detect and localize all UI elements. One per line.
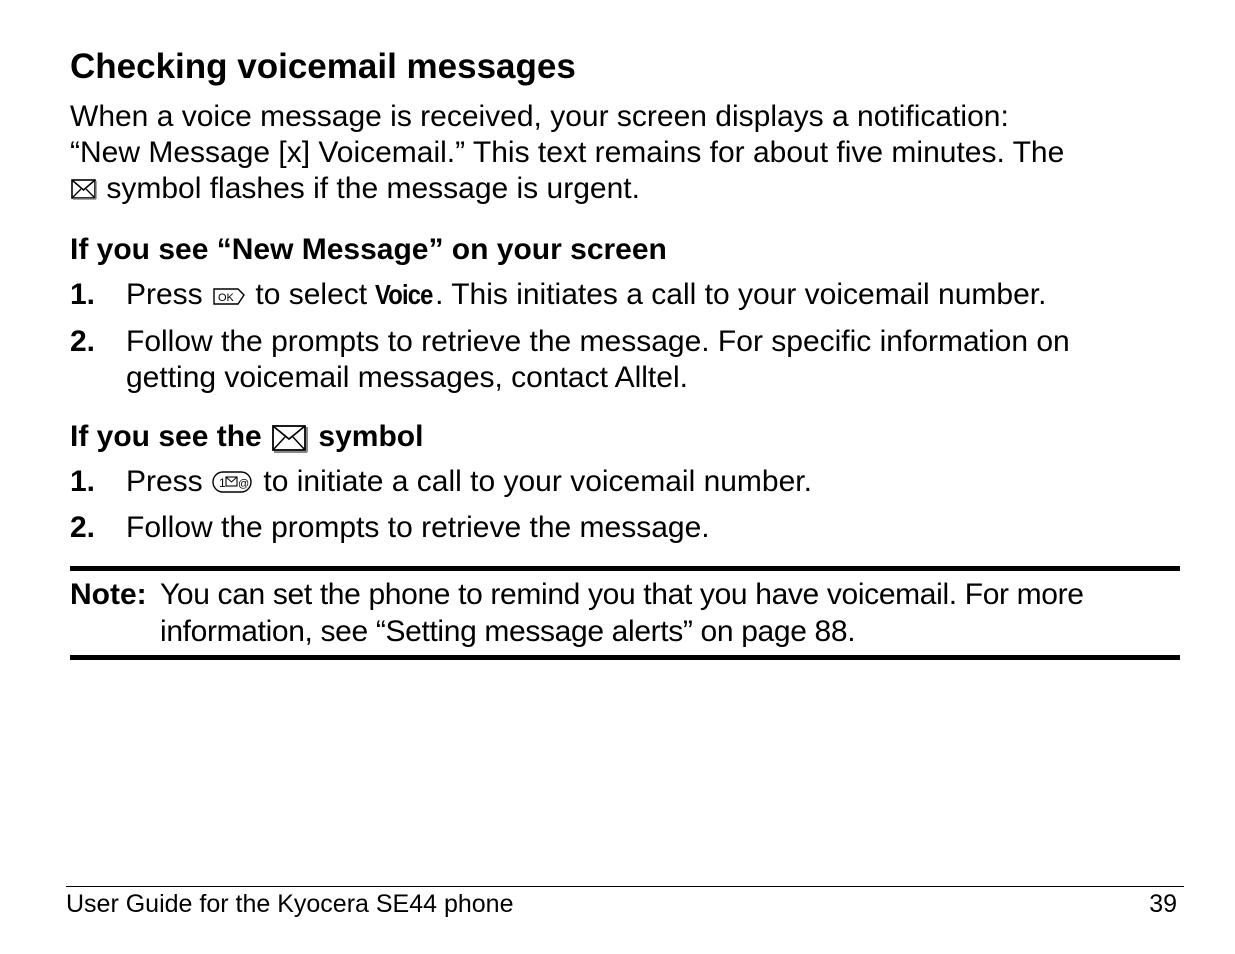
intro-line-3 <box>70 171 1180 210</box>
svg-text:OK: OK <box>218 292 234 304</box>
footer-title: User Guide for the Kyocera SE44 phone <box>66 890 514 918</box>
step-text-after: to initiate a call to your voicemail number. <box>255 465 812 498</box>
note-line-2: information, see “Setting message alerts” on page 88. <box>160 615 856 648</box>
step-text-before: Press <box>126 278 212 311</box>
note-bottom-rule <box>70 655 1180 660</box>
intro-line-3-text: symbol flashes if the message is urgent. <box>98 172 640 205</box>
note-top-rule <box>70 566 1180 571</box>
step-line-1: Follow the prompts to retrieve the message. For specific information on <box>126 325 1070 358</box>
symbol-step-2 <box>70 510 1180 546</box>
step-number: 1. <box>70 465 96 498</box>
step-text-after: . This initiates a call to your voicemail number. <box>435 278 1047 311</box>
new-message-step-1 <box>70 277 1180 316</box>
svg-text:@: @ <box>238 478 250 490</box>
step-line: Follow the prompts to retrieve the message. <box>126 511 710 544</box>
section-title: Checking voicemail messages <box>70 47 576 86</box>
envelope-icon <box>70 174 98 210</box>
step-line-2: getting voicemail messages, contact Alltel. <box>126 361 688 394</box>
footer-rule <box>66 886 1184 887</box>
note-line-1: You can set the phone to remind you that you have voicemail. For more <box>160 578 1084 611</box>
voicemail-key-icon <box>211 467 255 503</box>
symbol-heading-before: If you see the <box>70 420 271 453</box>
step-text-before: Press <box>126 465 212 498</box>
symbol-heading-after: symbol <box>310 420 424 453</box>
step-number: 1. <box>70 278 96 311</box>
intro-line-2: “New Message [x] Voicemail.” This text remains for about five minutes. The <box>70 136 1065 169</box>
envelope-icon <box>270 422 310 463</box>
intro-line-1: When a voice message is received, your screen displays a notification: <box>70 100 1009 133</box>
new-message-step-2 <box>70 324 1180 396</box>
step-number: 2. <box>70 325 96 358</box>
symbol-heading <box>70 419 423 463</box>
intro-paragraph <box>70 99 1180 210</box>
note-label: Note: <box>70 578 147 611</box>
symbol-step-1 <box>70 464 1180 503</box>
page-number: 39 <box>1149 890 1177 918</box>
note-box <box>70 576 1180 650</box>
step-text-middle: to select <box>247 278 376 311</box>
step-number: 2. <box>70 511 96 544</box>
ok-key-icon <box>211 280 247 316</box>
new-message-heading: If you see “New Message” on your screen <box>70 233 667 266</box>
voice-softkey-label: Voice <box>375 279 433 310</box>
svg-text:1: 1 <box>219 476 226 490</box>
